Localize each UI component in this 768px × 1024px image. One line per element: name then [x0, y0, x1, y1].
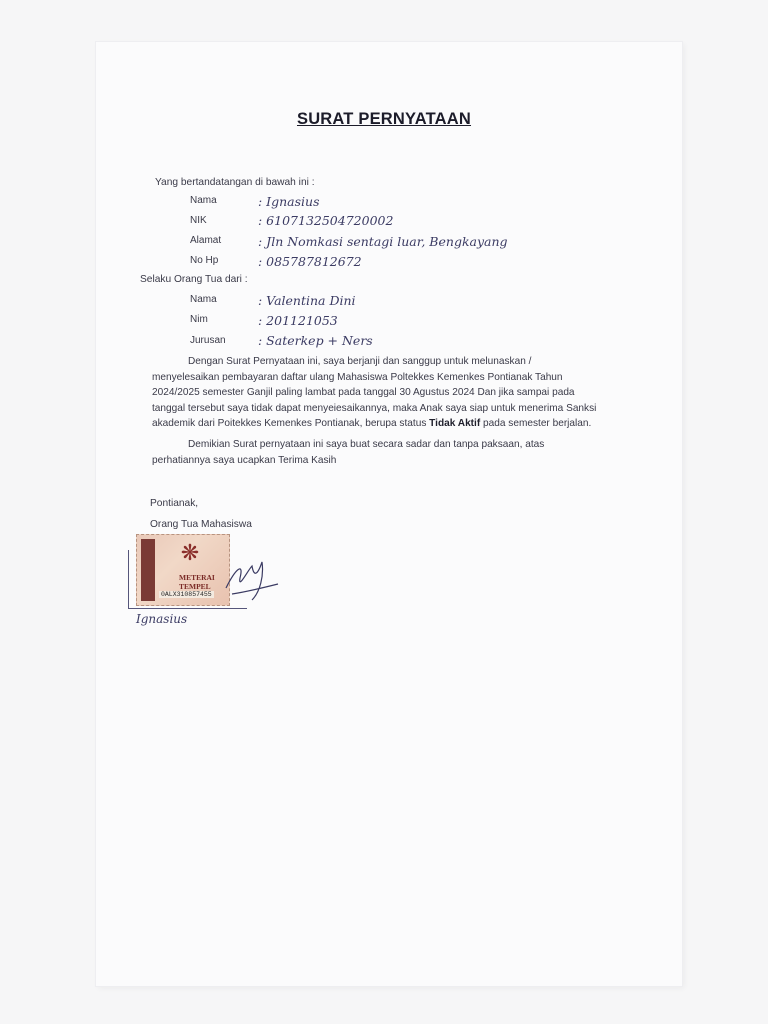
parent-name-value: : Ignasius [258, 194, 320, 209]
revenue-stamp [136, 534, 230, 606]
closing-paragraph [152, 437, 600, 468]
garuda-emblem-icon: ❋ [180, 540, 200, 565]
statement-text-end: pada semester berjalan. [480, 418, 592, 430]
student-name-label: Nama [190, 294, 217, 305]
closing-text: Demikian Surat pernyataan ini saya buat secara sadar dan tanpa paksaan, atas perhatiannya saya ucapkan Terima Kasih [152, 439, 545, 466]
signer-role: Orang Tua Mahasiswa [150, 519, 252, 530]
parent-nik-label: NIK [190, 215, 207, 226]
parent-address-value: : Jln Nomkasi sentagi luar, Bengkayang [258, 234, 508, 249]
relation-text: Selaku Orang Tua dari : [140, 274, 248, 285]
place-text: Pontianak, [150, 498, 199, 509]
parent-nik-value: : 6107132504720002 [258, 213, 394, 228]
stamp-strip [141, 539, 155, 601]
student-nim-value: : 201121053 [258, 313, 338, 328]
parent-name-label: Nama [190, 195, 217, 206]
document-title: SURAT PERNYATAAN [296, 110, 472, 128]
student-name-value: : Valentina Dini [258, 293, 356, 308]
stamp-code: 0ALX310857455 [161, 591, 212, 598]
statement-paragraph [152, 354, 600, 432]
student-major-label: Jurusan [190, 335, 226, 346]
parent-address-label: Alamat [190, 235, 222, 246]
student-major-value: : Saterkep + Ners [258, 333, 373, 348]
intro-text: Yang bertandatangan di bawah ini : [155, 177, 315, 188]
statement-text: Dengan Surat Pernyataan ini, saya berjanji dan sanggup untuk melunaskan / menyelesaikan pembayaran daftar ulang Mahasiswa Poltekkes Kemenkes Pontianak Tahun 2024/2025 semester Ganjil paling lambat pada tanggal 30 Agustus 2024 Dan jika sampai pada tanggal tersebut saya tidak dapat menyeiesaikannya, maka Anak saya siap untuk menerima Sanksi akademik dari Poitekkes Kemenkes Pontianak, berupa status [152, 356, 597, 430]
status-emphasis: Tidak Aktif [429, 418, 481, 430]
stamp-label: METERAI TEMPEL [179, 573, 215, 591]
signer-name: Ignasius [136, 612, 188, 626]
signature-scribble [222, 548, 282, 608]
student-nim-label: Nim [190, 314, 208, 325]
parent-phone-value: : 085787812672 [258, 254, 362, 269]
parent-phone-label: No Hp [190, 255, 219, 266]
